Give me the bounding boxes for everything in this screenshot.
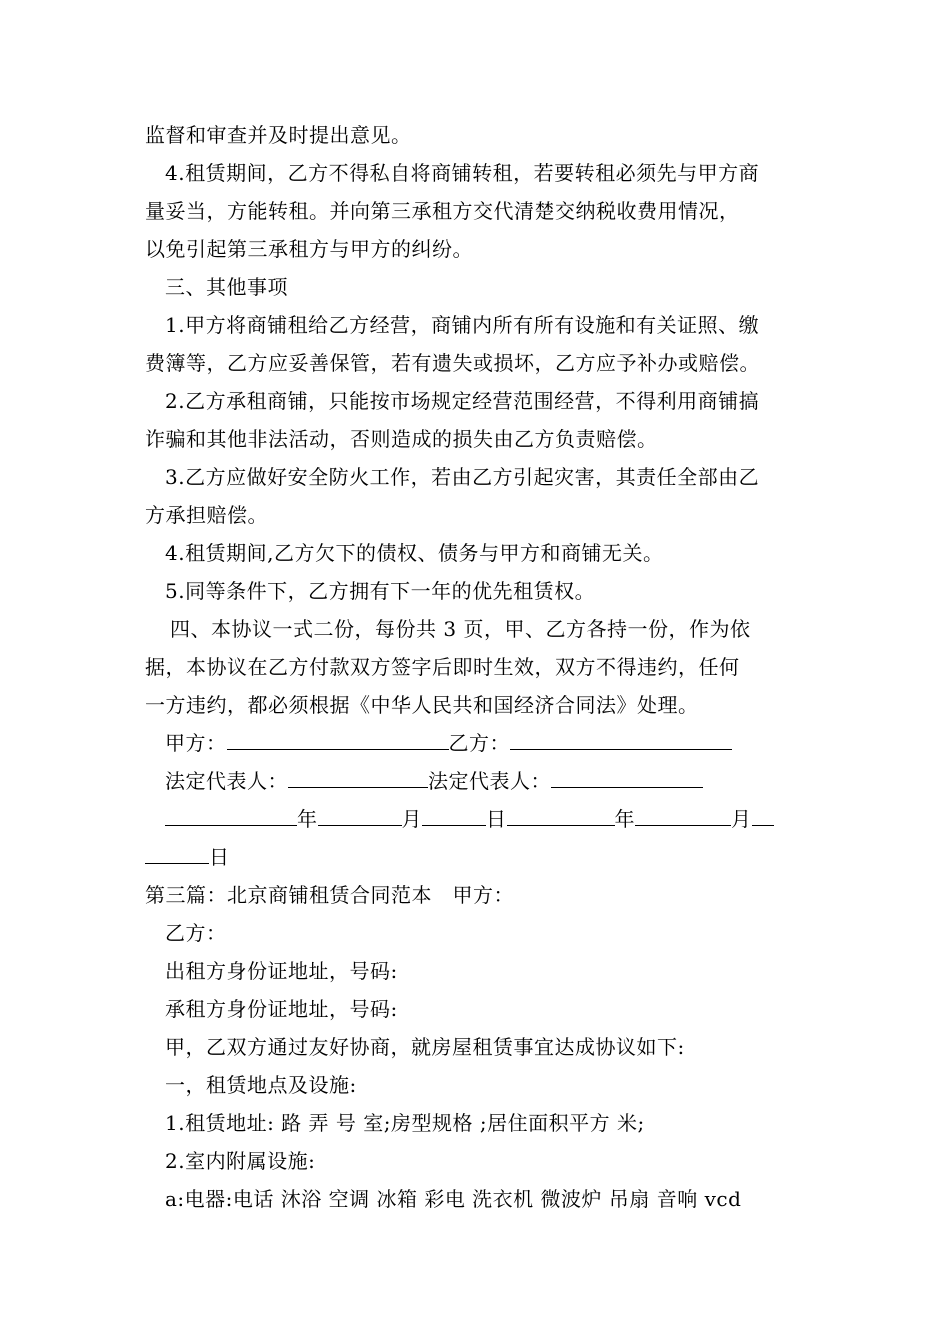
month-label: 月 [731,807,752,831]
signature-date-row [165,800,774,838]
month-a-blank [318,807,402,826]
text-line: 承租方身份证地址，号码: [165,997,398,1021]
year-label: 年 [614,807,635,831]
text-line: 量妥当，方能转租。并向第三承租方交代清楚交纳税收费用情况， [145,199,740,223]
year-b-blank [507,807,615,826]
signature-rep-row [165,762,703,800]
party-b-label: 乙方： [448,731,510,755]
section-title: 第三篇：北京商铺租赁合同范本 甲方： [145,883,514,907]
text-line: 方承担赔偿。 [145,503,268,527]
signature-party-row [165,724,732,762]
year-a-blank [165,807,297,826]
text-line: 4.租赁期间,乙方欠下的债权、债务与甲方和商铺无关。 [165,541,664,565]
text-line: 据，本协议在乙方付款双方签字后即时生效，双方不得违约，任何 [145,655,740,679]
text-line: 乙方： [165,921,227,945]
day-b-blank-continued [145,845,209,864]
text-line: 1.甲方将商铺租给乙方经营，商铺内所有所有设施和有关证照、缴 [165,313,760,337]
year-label: 年 [297,807,318,831]
signature-date-continued [145,838,230,876]
text-line: 以免引起第三承租方与甲方的纠纷。 [145,237,473,261]
text-line: 监督和审查并及时提出意见。 [145,123,412,147]
text-line: 2.乙方承租商铺，只能按市场规定经营范围经营，不得利用商铺搞 [165,389,760,413]
text-line: 3.乙方应做好安全防火工作，若由乙方引起灾害，其责任全部由乙 [165,465,760,489]
section-heading: 三、其他事项 [165,275,288,299]
text-line: 甲，乙双方通过友好协商，就房屋租赁事宜达成协议如下: [165,1035,685,1059]
rep-a-blank [288,769,428,788]
text-line: 2.室内附属设施: [165,1149,316,1173]
party-a-label: 甲方： [165,731,227,755]
rep-a-label: 法定代表人： [165,769,288,793]
text-line: 1.租赁地址: 路 弄 号 室;房型规格 ;居住面积平方 米; [165,1111,645,1135]
month-b-blank [635,807,731,826]
text-line: a:电器:电话 沐浴 空调 冰箱 彩电 洗衣机 微波炉 吊扇 音响 vcd [165,1187,742,1211]
day-label: 日 [486,807,507,831]
text-line: 诈骗和其他非法活动，否则造成的损失由乙方负责赔偿。 [145,427,658,451]
text-line: 费簿等，乙方应妥善保管，若有遗失或损坏，乙方应予补办或赔偿。 [145,351,760,375]
party-b-blank [510,731,732,750]
party-a-blank [227,731,449,750]
text-line: 5.同等条件下，乙方拥有下一年的优先租赁权。 [165,579,596,603]
section-heading: 四、本协议一式二份，每份共 3 页，甲、乙方各持一份，作为依 [170,617,751,641]
day-a-blank [422,807,486,826]
rep-b-label: 法定代表人： [428,769,551,793]
day-label: 日 [209,845,230,869]
text-line: 一，租赁地点及设施: [165,1073,357,1097]
rep-b-blank [551,769,703,788]
text-line: 出租方身份证地址，号码: [165,959,398,983]
text-line: 一方违约，都必须根据《中华人民共和国经济合同法》处理。 [145,693,699,717]
day-b-blank [752,807,774,826]
text-line: 4.租赁期间，乙方不得私自将商铺转租，若要转租必须先与甲方商 [165,161,760,185]
month-label: 月 [401,807,422,831]
